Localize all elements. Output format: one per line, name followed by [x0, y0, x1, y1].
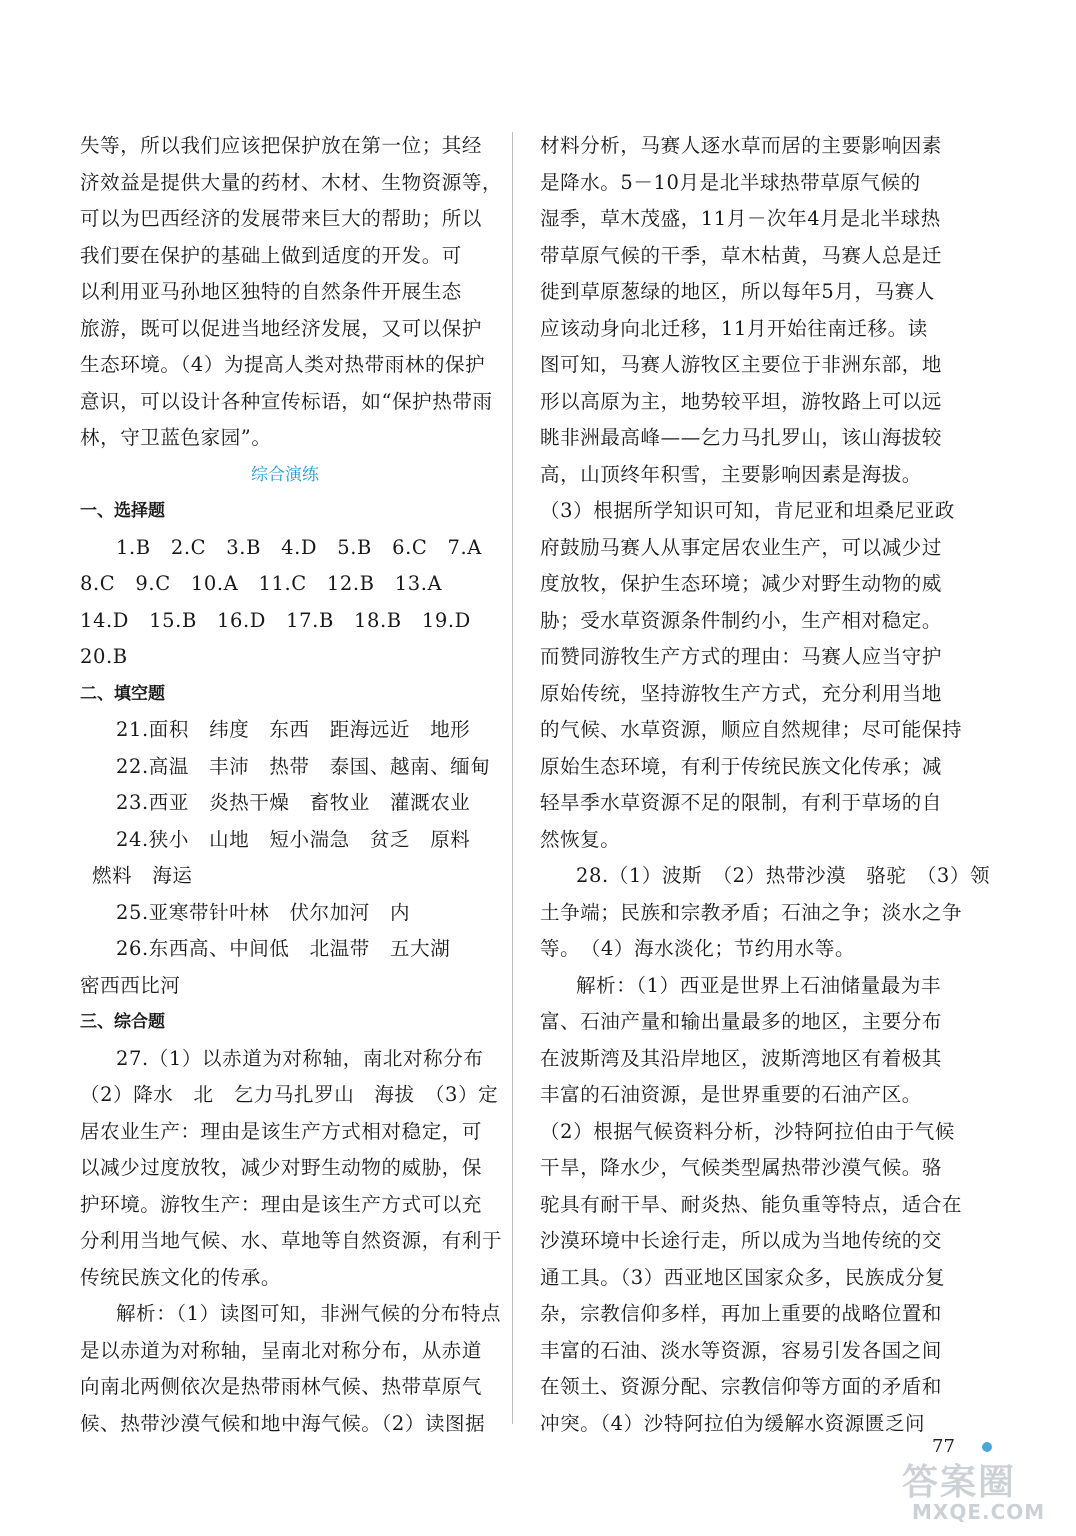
answer-line: 密西西比河: [80, 973, 181, 997]
text-line: （2）降水 北 乞力马扎罗山 海拔 （3）定: [80, 1083, 499, 1106]
text-line: 以利用亚马孙地区独特的自然条件开展生态: [80, 280, 462, 303]
text-line: 高，山顶终年积雪，主要影响因素是海拔。: [540, 462, 922, 486]
text-line: 等。 （4）海水淡化；节约用水等。: [540, 937, 856, 960]
text-line: 丰富的石油、淡水等资源，容易引发各国之间: [540, 1338, 943, 1362]
text-line: 府鼓励马赛人从事定居农业生产，可以减少过: [540, 535, 943, 559]
text-line: （3）根据所学知识可知，肯尼亚和坦桑尼亚政: [540, 499, 956, 522]
answer-line: 21.面积 纬度 东西 距海远近 地形: [116, 718, 471, 741]
answer-line: 燃料 海运: [92, 864, 193, 887]
text-line: 我们要在保护的基础上做到适度的开发。可: [80, 243, 462, 267]
text-line: 原始生态环境，有利于传统民族文化传承；减: [540, 754, 943, 778]
text-line: 通工具。（3）西亚地区国家众多，民族成分复: [540, 1265, 946, 1289]
text-line: 富、石油产量和输出量最多的地区，主要分布: [540, 1010, 943, 1033]
text-line: 沙漠环境中长途行走，所以成为当地传统的交: [540, 1229, 943, 1252]
section-title: 综合演练: [251, 464, 319, 485]
text-line: 土争端；民族和宗教矛盾；石油之争；淡水之争: [540, 900, 963, 924]
text-line: 解析：（1）读图可知，非洲气候的分布特点: [116, 1302, 502, 1325]
answer-line: 14.D 15.B 16.D 17.B 18.B 19.D: [80, 608, 471, 632]
heading-fill: 二、填空题: [80, 683, 165, 704]
answer-line: 8.C 9.C 10.A 11.C 12.B 13.A: [80, 572, 443, 595]
answer-line: 23.西亚 炎热干燥 畜牧业 灌溉农业: [116, 791, 471, 814]
text-line: 分利用当地气候、水、草地等自然资源，有利于: [80, 1229, 503, 1252]
text-line: 是以赤道为对称轴，呈南北对称分布，从赤道: [80, 1338, 483, 1362]
text-line: 失等，所以我们应该把保护放在第一位；其经: [80, 134, 483, 157]
text-line: 轻旱季水草资源不足的限制，有利于草场的自: [540, 791, 943, 814]
text-line: 可以为巴西经济的发展带来巨大的帮助；所以: [80, 207, 483, 230]
text-line: 杂，宗教信仰多样，再加上重要的战略位置和: [540, 1302, 943, 1325]
right-column: [540, 128, 991, 1442]
answer-line: 24.狭小 山地 短小湍急 贫乏 原料: [116, 827, 471, 851]
text-line: 27.（1）以赤道为对称轴，南北对称分布: [116, 1046, 484, 1070]
answer-line: 26.东西高、中间低 北温带 五大湖: [116, 937, 451, 960]
text-line: 徙到草原葱绿的地区，所以每年5月，马赛人: [540, 280, 935, 303]
text-line: 的气候、水草资源，顺应自然规律；尽可能保持: [540, 718, 963, 741]
text-line: 干旱，降水少，气候类型属热带沙漠气候。骆: [540, 1156, 943, 1179]
watermark-url: MXQE.COM: [912, 1500, 1046, 1524]
text-line: 是降水。5－10月是北半球热带草原气候的: [540, 170, 921, 194]
heading-choice: 一、选择题: [80, 501, 165, 521]
text-line: 28.（1）波斯 （2）热带沙漠 骆驼 （3）领: [576, 864, 991, 887]
answer-line: 1.B 2.C 3.B 4.D 5.B 6.C 7.A: [116, 535, 482, 559]
column-divider: [512, 132, 513, 1424]
text-line: 眺非洲最高峰——乞力马扎罗山，该山海拔较: [540, 426, 943, 449]
text-line: 候、热带沙漠气候和地中海气候。（2）读图据: [80, 1411, 486, 1435]
text-line: 护环境。游牧生产：理由是该生产方式可以充: [80, 1192, 483, 1216]
text-line: 带草原气候的干季，草木枯黄，马赛人总是迁: [540, 243, 943, 267]
text-line: 冲突。（4）沙特阿拉伯为缓解水资源匮乏问: [540, 1411, 926, 1435]
text-line: 湿季，草木茂盛，11月－次年4月是北半球热: [540, 207, 941, 230]
heading-comprehensive: 三、综合题: [80, 1012, 165, 1032]
text-line: 在波斯湾及其沿岸地区，波斯湾地区有着极其: [540, 1046, 943, 1070]
text-line: 以减少过度放牧，减少对野生动物的威胁，保: [80, 1156, 483, 1179]
text-line: 传统民族文化的传承。: [80, 1265, 282, 1289]
watermark-text: 答案圈: [902, 1462, 1017, 1503]
text-line: 旅游，既可以促进当地经济发展，又可以保护: [80, 316, 483, 340]
text-line: 而赞同游牧生产方式的理由：马赛人应当守护: [540, 645, 943, 668]
text-line: 林，守卫蓝色家园”。: [80, 426, 272, 449]
text-line: 解析：（1）西亚是世界上石油储量最为丰: [576, 973, 942, 997]
text-line: 在领土、资源分配、宗教信仰等方面的矛盾和: [540, 1375, 943, 1398]
watermark-dot-icon: [982, 1442, 992, 1452]
text-line: 生态环境。（4）为提高人类对热带雨林的保护: [80, 353, 486, 376]
text-line: 胁；受水草资源条件制约小，生产相对稳定。: [540, 608, 943, 632]
text-line: 应该动身向北迁移，11月开始往南迁移。读: [540, 316, 928, 340]
answer-line: 22.高温 丰沛 热带 泰国、越南、缅甸: [116, 754, 491, 778]
text-line: 意识，可以设计各种宣传标语，如“保护热带雨: [80, 389, 493, 413]
text-line: 原始传统，坚持游牧生产方式，充分利用当地: [540, 681, 943, 705]
text-line: 向南北两侧依次是热带雨林气候、热带草原气: [80, 1375, 483, 1398]
page-number: 77: [932, 1436, 955, 1457]
text-line: 形以高原为主，地势较平坦，游牧路上可以远: [540, 389, 943, 413]
text-line: 图可知，马赛人游牧区主要位于非洲东部，地: [540, 353, 943, 376]
answer-line: 25.亚寒带针叶林 伏尔加河 内: [116, 900, 411, 924]
text-line: 济效益是提供大量的药材、木材、生物资源等，: [80, 170, 503, 194]
text-line: （2）根据气候资料分析，沙特阿拉伯由于气候: [540, 1119, 956, 1143]
text-line: 居农业生产：理由是该生产方式相对稳定，可: [80, 1119, 483, 1143]
watermark-logo: [898, 1440, 1068, 1526]
text-line: 丰富的石油资源，是世界重要的石油产区。: [540, 1083, 922, 1106]
text-line: 材料分析，马赛人逐水草而居的主要影响因素: [540, 134, 943, 157]
text-line: 度放牧，保护生态环境；减少对野生动物的威: [540, 572, 943, 595]
text-line: 然恢复。: [540, 827, 621, 851]
answer-line: 20.B: [80, 645, 128, 668]
text-line: 驼具有耐干旱、耐炎热、能负重等特点，适合在: [540, 1192, 963, 1216]
left-column: [80, 128, 503, 1442]
